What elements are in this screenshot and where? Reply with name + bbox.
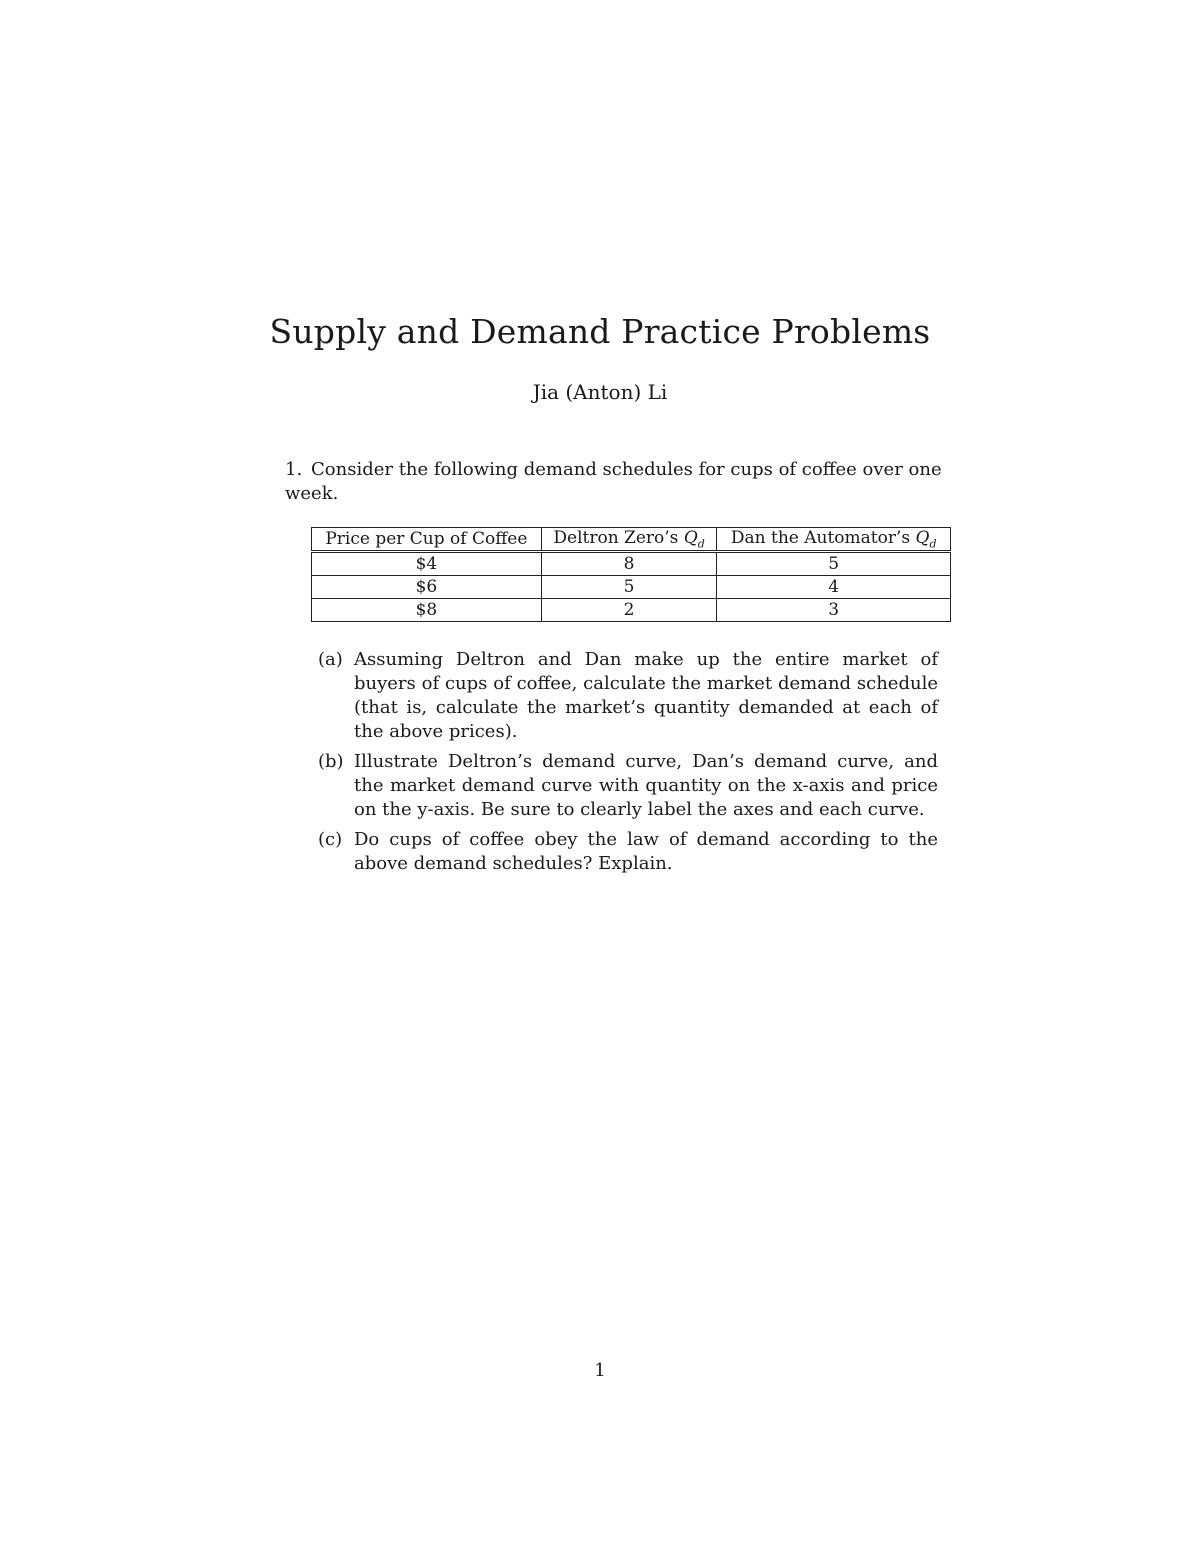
- part-c: [318, 828, 938, 876]
- header-deltron: Deltron Zero’s $Q_d$: [541, 528, 717, 552]
- table-row: [312, 576, 951, 599]
- part-label: (b): [318, 751, 344, 772]
- cell-deltron: 2: [541, 599, 717, 622]
- question-text: Consider the following demand schedules for cups of coffee over one week.: [285, 459, 942, 504]
- question-parts: [318, 648, 938, 882]
- cell-dan: 4: [717, 576, 951, 599]
- cell-price: $8: [312, 599, 542, 622]
- part-b: [318, 750, 938, 822]
- document-author: Jia (Anton) Li: [532, 380, 668, 404]
- cell-price: $6: [312, 576, 542, 599]
- table-row: [312, 552, 951, 576]
- part-text: Illustrate Deltron’s demand curve, Dan’s demand curve, and the market demand curve with quantity on the x-axis and price on the y-axis. Be sure to clearly label the axes and each curve.: [354, 751, 938, 820]
- cell-price: $4: [312, 552, 542, 576]
- part-text: Do cups of coffee obey the law of demand according to the above demand schedules? Explain.: [354, 829, 938, 874]
- cell-deltron: 5: [541, 576, 717, 599]
- page-number: 1: [594, 1360, 606, 1381]
- table-header-row: [312, 528, 951, 552]
- header-price: Price per Cup of Coffee: [312, 528, 542, 552]
- question-number: 1.: [285, 459, 303, 480]
- part-label: (a): [318, 649, 343, 670]
- part-text: Assuming Deltron and Dan make up the entire market of buyers of cups of coffee, calculate the market demand schedule (that is, calculate the market’s quantity demanded at each of the above prices).: [354, 649, 938, 742]
- part-label: (c): [318, 829, 343, 850]
- demand-schedule-table: [311, 527, 951, 622]
- cell-dan: 3: [717, 599, 951, 622]
- cell-deltron: 8: [541, 552, 717, 576]
- cell-dan: 5: [717, 552, 951, 576]
- part-a: [318, 648, 938, 744]
- question-1: [285, 458, 965, 506]
- document-title: Supply and Demand Practice Problems: [269, 312, 931, 351]
- header-dan: Dan the Automator’s $Q_d$: [717, 528, 951, 552]
- table-row: [312, 599, 951, 622]
